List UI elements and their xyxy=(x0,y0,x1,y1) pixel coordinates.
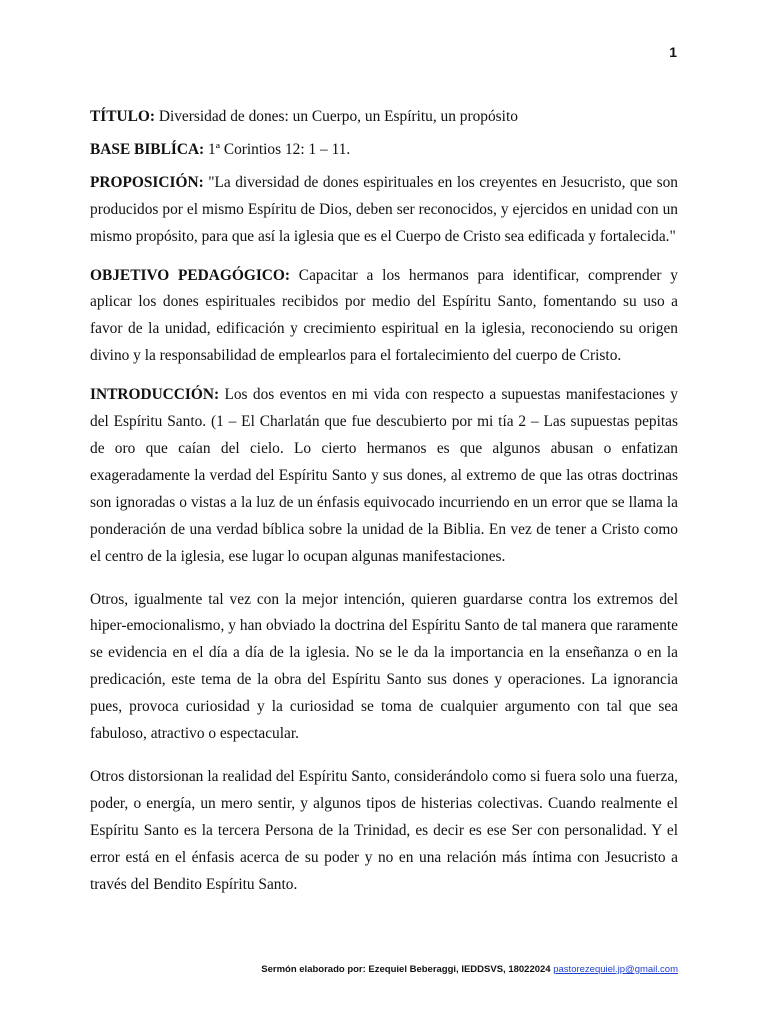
titulo-paragraph xyxy=(90,104,678,131)
introduccion-label: INTRODUCCIÓN: xyxy=(90,386,220,404)
proposicion-label: PROPOSICIÓN: xyxy=(90,173,204,191)
footer-email-link[interactable]: pastorezequiel.jp@gmail.com xyxy=(553,964,678,975)
titulo-label: TÍTULO: xyxy=(90,108,155,125)
otros-paragraph-1: Otros, igualmente tal vez con la mejor intención, quieren guardarse contra los extremos del hiper-emocionalismo, y han obviado la doctrina del Espíritu Santo de tal manera que raramente se evidencia en el día a día de la iglesia. No se le da la importancia en la enseñanza o en la predicación, este tema de la obra del Espíritu Santo sus dones y operaciones. La ignorancia pues, provoca curiosidad y la curiosidad se toma de cualquier argumento con tal que sea fabuloso, atractivo o espectacular. xyxy=(90,590,678,743)
introduccion-text: Los dos eventos en mi vida con respecto a supuestas manifestaciones y del Espíritu Santo. (1 – El Charlatán que fue descubierto por mi tía 2 – Las supuestas pepitas de oro que caían del cielo. Lo cierto hermanos es que algunos abusan o enfatizan exageradamente la verdad del Espíritu Santo y sus dones, al extremo de que las otras doctrinas son ignoradas o vistas a la luz de un énfasis equivocado incurriendo en un error que se llama la ponderación de una verdad bíblica sobre la unidad de la Biblia. En vez de tener a Cristo como el centro de la iglesia, ese lugar lo ocupan algunas manifestaciones. xyxy=(90,386,678,565)
proposicion-text: "La diversidad de dones espirituales en los creyentes en Jesucristo, que son producidos por el mismo Espíritu de Dios, deben ser reconocidos, y ejercidos en unidad con un mismo propósito, para que así la iglesia que es el Cuerpo de Cristo sea edificada y fortalecida." xyxy=(90,173,678,245)
proposicion-paragraph xyxy=(90,170,678,251)
titulo-text: Diversidad de dones: un Cuerpo, un Espíritu, un propósito xyxy=(155,108,518,125)
introduccion-paragraph xyxy=(90,382,678,570)
footer xyxy=(261,964,678,975)
base-biblica-paragraph xyxy=(90,137,678,164)
objetivo-paragraph xyxy=(90,263,678,371)
footer-credit: Sermón elaborado por: Ezequiel Beberaggi, IEDDSVS, 18022024 xyxy=(261,964,554,975)
objetivo-text: Capacitar a los hermanos para identificar, comprender y aplicar los dones espirituales recibidos por medio del Espíritu Santo, fomentando su uso a favor de la unidad, edificación y crecimiento espiritual en la iglesia, reconociendo su origen divino y la responsabilidad de emplearlos para el fortalecimiento del cuerpo de Cristo. xyxy=(90,266,679,365)
document-body xyxy=(90,104,678,898)
base-biblica-label: BASE BIBLÍCA: xyxy=(90,140,205,158)
objetivo-label: OBJETIVO PEDAGÓGICO: xyxy=(90,266,291,284)
otros-paragraph-2: Otros distorsionan la realidad del Espíritu Santo, considerándolo como si fuera solo una fuerza, poder, o energía, un mero sentir, y algunos tipos de histerias colectivas. Cuando realmente el Espíritu Santo es la tercera Persona de la Trinidad, es decir es ese Ser con personalidad. Y el error está en el énfasis acerca de su poder y no en una relación más íntima con Jesucristo a través del Bendito Espíritu Santo. xyxy=(90,767,678,893)
base-biblica-text: 1ª Corintios 12: 1 – 11. xyxy=(204,140,351,158)
page-number: 1 xyxy=(669,44,677,60)
